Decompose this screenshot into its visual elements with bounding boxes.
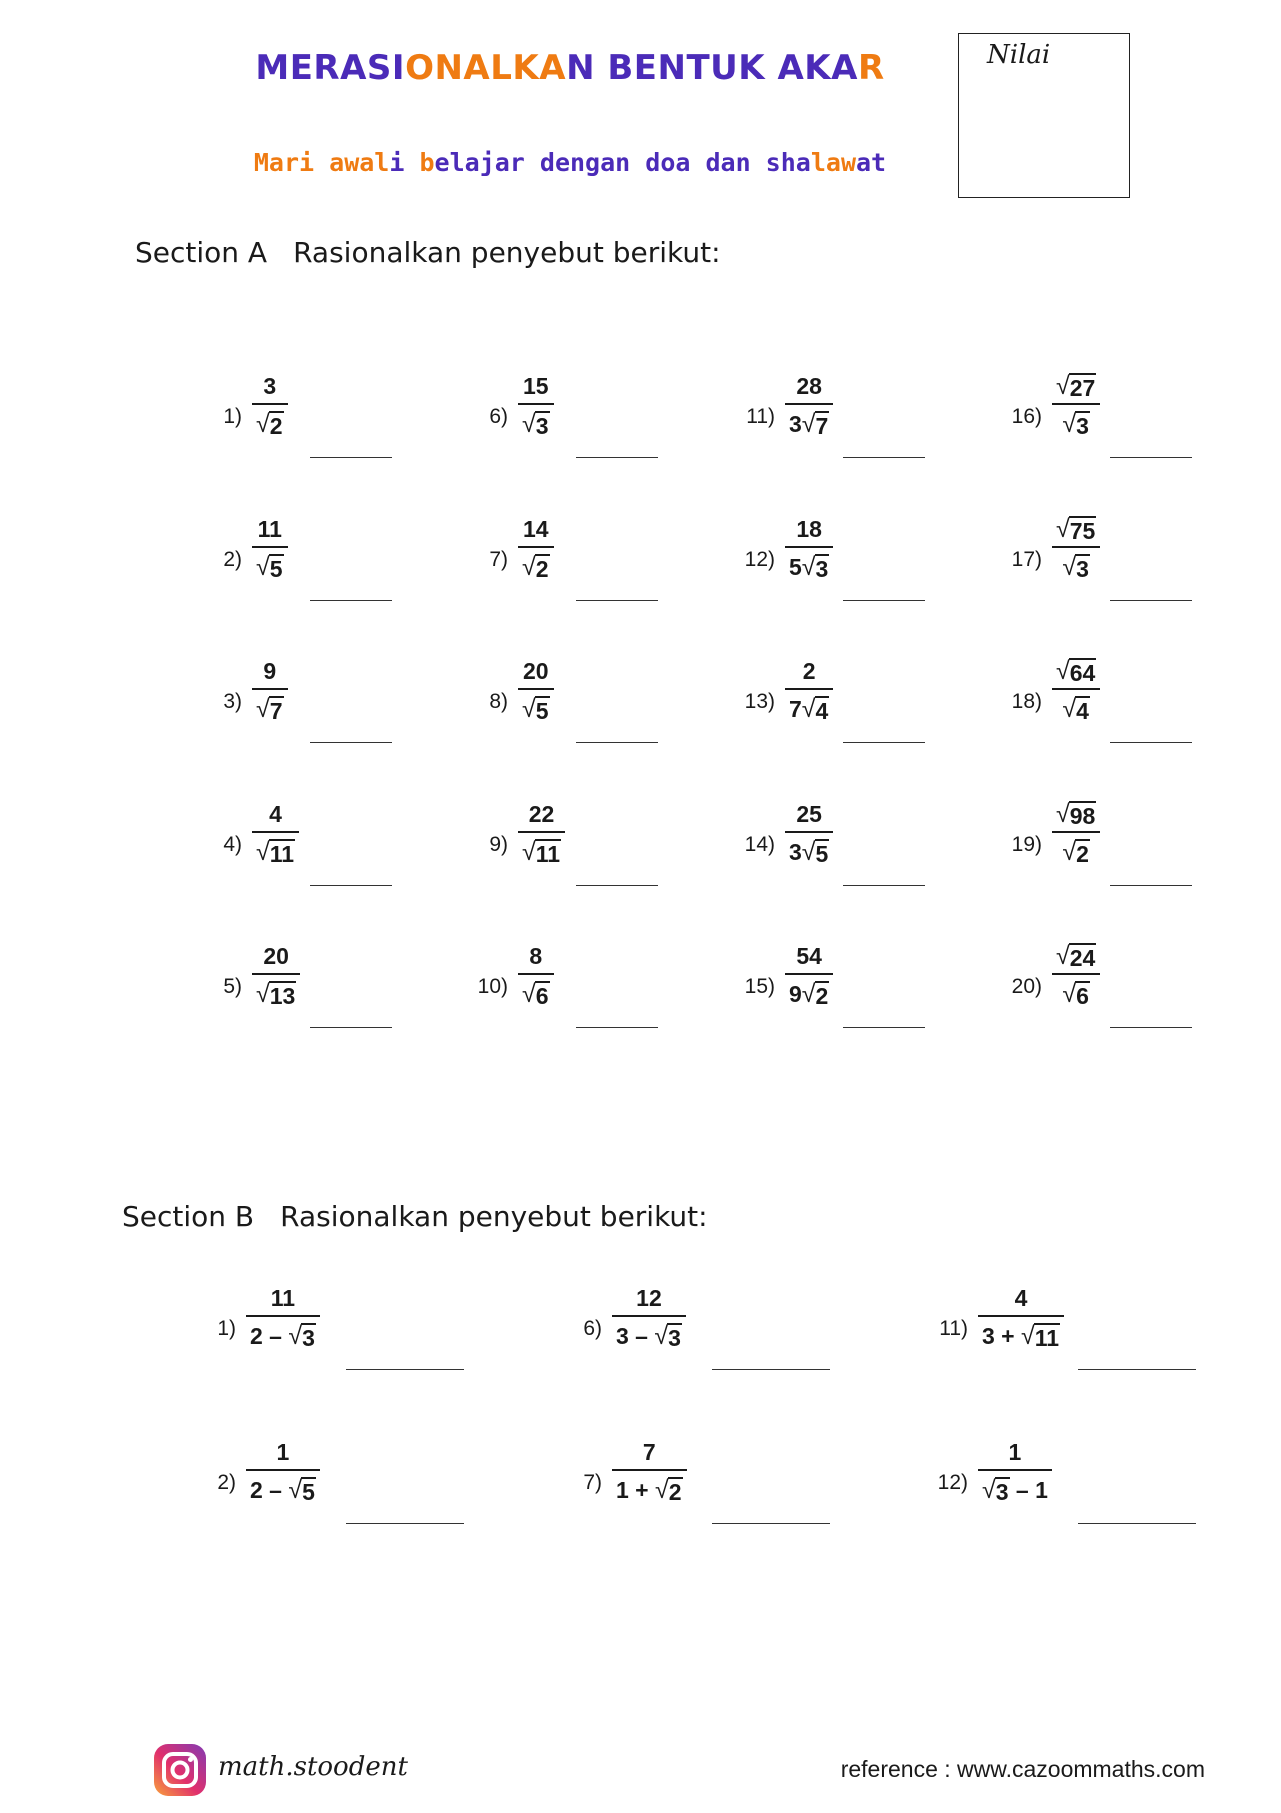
problem-number: 16) (1011, 405, 1042, 428)
answer-line[interactable] (843, 742, 925, 743)
problem-number: 7) (489, 548, 508, 571)
section-a-heading (135, 236, 721, 269)
denominator: 1 + √ 2 (616, 1476, 682, 1505)
numerator: 18 (796, 516, 822, 542)
fraction (1052, 656, 1100, 724)
problem-number: 1) (217, 1317, 236, 1340)
numerator: 11 (270, 1285, 296, 1311)
problem-number: 7) (583, 1471, 602, 1494)
problem-number: 13) (744, 690, 775, 713)
answer-line[interactable] (310, 457, 392, 458)
problem-number: 15) (744, 975, 775, 998)
answer-line[interactable] (843, 600, 925, 601)
numerator: 22 (528, 801, 555, 827)
problem-number: 8) (489, 690, 508, 713)
numerator: 4 (269, 801, 282, 827)
denominator: √ 3 (1062, 410, 1089, 439)
numerator: √ 64 (1056, 657, 1096, 686)
fraction (252, 514, 288, 582)
section-a-problem (196, 656, 456, 766)
denominator: √ 13 (256, 980, 296, 1009)
fraction (518, 514, 554, 582)
section-a-problem (729, 514, 989, 624)
problem-number: 9) (489, 833, 508, 856)
numerator: √ 75 (1056, 515, 1096, 544)
numerator: 11 (257, 516, 282, 542)
answer-line[interactable] (1110, 457, 1192, 458)
numerator: √ 98 (1056, 800, 1096, 829)
section-a-problem (729, 371, 989, 481)
fraction (518, 371, 554, 439)
numerator: 28 (796, 373, 822, 399)
answer-line[interactable] (576, 742, 658, 743)
numerator: 9 (263, 658, 277, 684)
denominator: √ 2 (256, 410, 283, 439)
section-a-problem (462, 941, 722, 1051)
denominator: √ 11 (256, 838, 295, 867)
answer-line[interactable] (576, 457, 658, 458)
fraction (612, 1437, 687, 1505)
section-a-problem (996, 656, 1256, 766)
score-label: Nilai (987, 40, 1051, 70)
instagram-icon[interactable] (152, 1742, 208, 1803)
numerator: √ 27 (1056, 372, 1096, 401)
numerator: 12 (636, 1285, 662, 1311)
section-a-problem (996, 514, 1256, 624)
answer-line[interactable] (346, 1369, 464, 1370)
answer-line[interactable] (843, 885, 925, 886)
answer-line[interactable] (1110, 600, 1192, 601)
section-a-problem (196, 514, 456, 624)
numerator: 1 (1008, 1439, 1022, 1465)
fraction (1052, 514, 1100, 582)
denominator: 9 √ 2 (789, 980, 829, 1009)
page-title: MERASIONALKAN BENTUK AKAR (255, 48, 885, 88)
denominator: √ 7 (256, 695, 283, 724)
reference-link[interactable]: reference : www.cazoommaths.com (840, 1756, 1205, 1782)
answer-line[interactable] (712, 1369, 830, 1370)
section-b-problem (922, 1437, 1182, 1547)
fraction (785, 799, 833, 867)
fraction (785, 656, 833, 724)
problem-number: 14) (744, 833, 775, 856)
denominator: √ 2 (1062, 838, 1089, 867)
fraction (1052, 941, 1100, 1009)
section-a-problem (196, 941, 456, 1051)
denominator: 2 – √ 5 (250, 1476, 315, 1505)
section-a-problem (462, 371, 722, 481)
denominator: 2 – √ 3 (250, 1322, 315, 1351)
numerator: 3 (263, 373, 277, 399)
fraction (252, 941, 300, 1009)
problem-number: 17) (1011, 548, 1042, 571)
answer-line[interactable] (1110, 1027, 1192, 1028)
problem-number: 19) (1011, 833, 1042, 856)
numerator: 4 (1014, 1285, 1028, 1311)
answer-line[interactable] (310, 742, 392, 743)
answer-line[interactable] (843, 1027, 925, 1028)
fraction (252, 799, 299, 867)
numerator: 20 (263, 943, 289, 969)
numerator: 54 (796, 943, 822, 969)
denominator: √ 5 (256, 553, 283, 582)
answer-line[interactable] (576, 600, 658, 601)
section-b-problem (556, 1283, 816, 1393)
answer-line[interactable] (310, 885, 392, 886)
section-a-problem (462, 514, 722, 624)
answer-line[interactable] (843, 457, 925, 458)
section-b-problem (190, 1283, 450, 1393)
fraction (518, 656, 554, 724)
denominator: √ 3 (1062, 553, 1089, 582)
denominator: √ 2 (522, 553, 549, 582)
section-b-problem (922, 1283, 1182, 1393)
score-box (958, 33, 1130, 198)
fraction (785, 514, 833, 582)
fraction (612, 1283, 686, 1351)
section-a-problem (462, 656, 722, 766)
problem-number: 12) (744, 548, 775, 571)
answer-line[interactable] (310, 600, 392, 601)
problem-number: 5) (223, 975, 242, 998)
section-b-instruction: Rasionalkan penyebut berikut: (280, 1200, 708, 1233)
denominator: √ 3 – 1 (982, 1476, 1048, 1505)
problem-number: 10) (477, 975, 508, 998)
section-a-problem (996, 941, 1256, 1051)
numerator: 2 (802, 658, 816, 684)
numerator: 7 (642, 1439, 656, 1465)
fraction (785, 371, 833, 439)
section-a-problem (996, 799, 1256, 909)
problem-number: 20) (1011, 975, 1042, 998)
problem-number: 4) (223, 833, 242, 856)
fraction (246, 1283, 320, 1351)
problem-number: 6) (583, 1317, 602, 1340)
fraction (978, 1437, 1052, 1505)
section-b-problem (556, 1437, 816, 1547)
answer-line[interactable] (346, 1523, 464, 1524)
answer-line[interactable] (310, 1027, 392, 1028)
answer-line[interactable] (576, 885, 658, 886)
problem-number: 12) (937, 1471, 968, 1494)
problem-number: 11) (939, 1317, 968, 1340)
section-b-tag: Section B (122, 1200, 255, 1233)
section-a-problem (729, 941, 989, 1051)
section-a-problem (196, 799, 456, 909)
problem-number: 6) (489, 405, 508, 428)
fraction (518, 941, 554, 1009)
denominator: 7 √ 4 (789, 695, 829, 724)
fraction (1052, 799, 1100, 867)
problem-number: 2) (223, 548, 242, 571)
denominator: √ 6 (1062, 980, 1089, 1009)
numerator: √ 24 (1056, 942, 1096, 971)
section-a-tag: Section A (135, 236, 268, 269)
problem-number: 18) (1011, 690, 1042, 713)
problem-number: 2) (217, 1471, 236, 1494)
section-b-problem (190, 1437, 450, 1547)
fraction (785, 941, 833, 1009)
fraction (246, 1437, 320, 1505)
numerator: 20 (522, 658, 549, 684)
fraction (252, 371, 288, 439)
fraction (518, 799, 565, 867)
denominator: √ 6 (522, 980, 549, 1009)
answer-line[interactable] (1110, 885, 1192, 886)
denominator: 3 – √ 3 (616, 1322, 681, 1351)
answer-line[interactable] (712, 1523, 830, 1524)
denominator: 5 √ 3 (789, 553, 829, 582)
section-a-problem (729, 799, 989, 909)
answer-line[interactable] (1110, 742, 1192, 743)
fraction (252, 656, 288, 724)
section-a-problem (196, 371, 456, 481)
denominator: 3 + √ 11 (982, 1322, 1060, 1351)
numerator: 1 (276, 1439, 290, 1465)
numerator: 15 (522, 373, 549, 399)
problem-number: 11) (746, 405, 775, 428)
denominator: √ 4 (1062, 695, 1089, 724)
subtitle: Mari awali belajar dengan doa dan shalawat (253, 148, 887, 177)
section-a-instruction: Rasionalkan penyebut berikut: (293, 236, 721, 269)
problem-number: 1) (223, 405, 242, 428)
numerator: 25 (796, 801, 822, 827)
denominator: 3 √ 5 (789, 838, 829, 867)
fraction (978, 1283, 1064, 1351)
denominator: 3 √ 7 (789, 410, 829, 439)
problem-number: 3) (223, 690, 242, 713)
section-a-problem (729, 656, 989, 766)
answer-line[interactable] (576, 1027, 658, 1028)
fraction (1052, 371, 1100, 439)
numerator: 8 (529, 943, 543, 969)
section-a-problem (996, 371, 1256, 481)
denominator: √ 11 (522, 838, 561, 867)
denominator: √ 5 (522, 695, 549, 724)
numerator: 14 (522, 516, 549, 542)
answer-line[interactable] (1078, 1523, 1196, 1524)
instagram-handle[interactable]: math.stoodent (218, 1752, 408, 1782)
answer-line[interactable] (1078, 1369, 1196, 1370)
section-a-problem (462, 799, 722, 909)
section-b-heading (122, 1200, 708, 1233)
denominator: √ 3 (522, 410, 549, 439)
